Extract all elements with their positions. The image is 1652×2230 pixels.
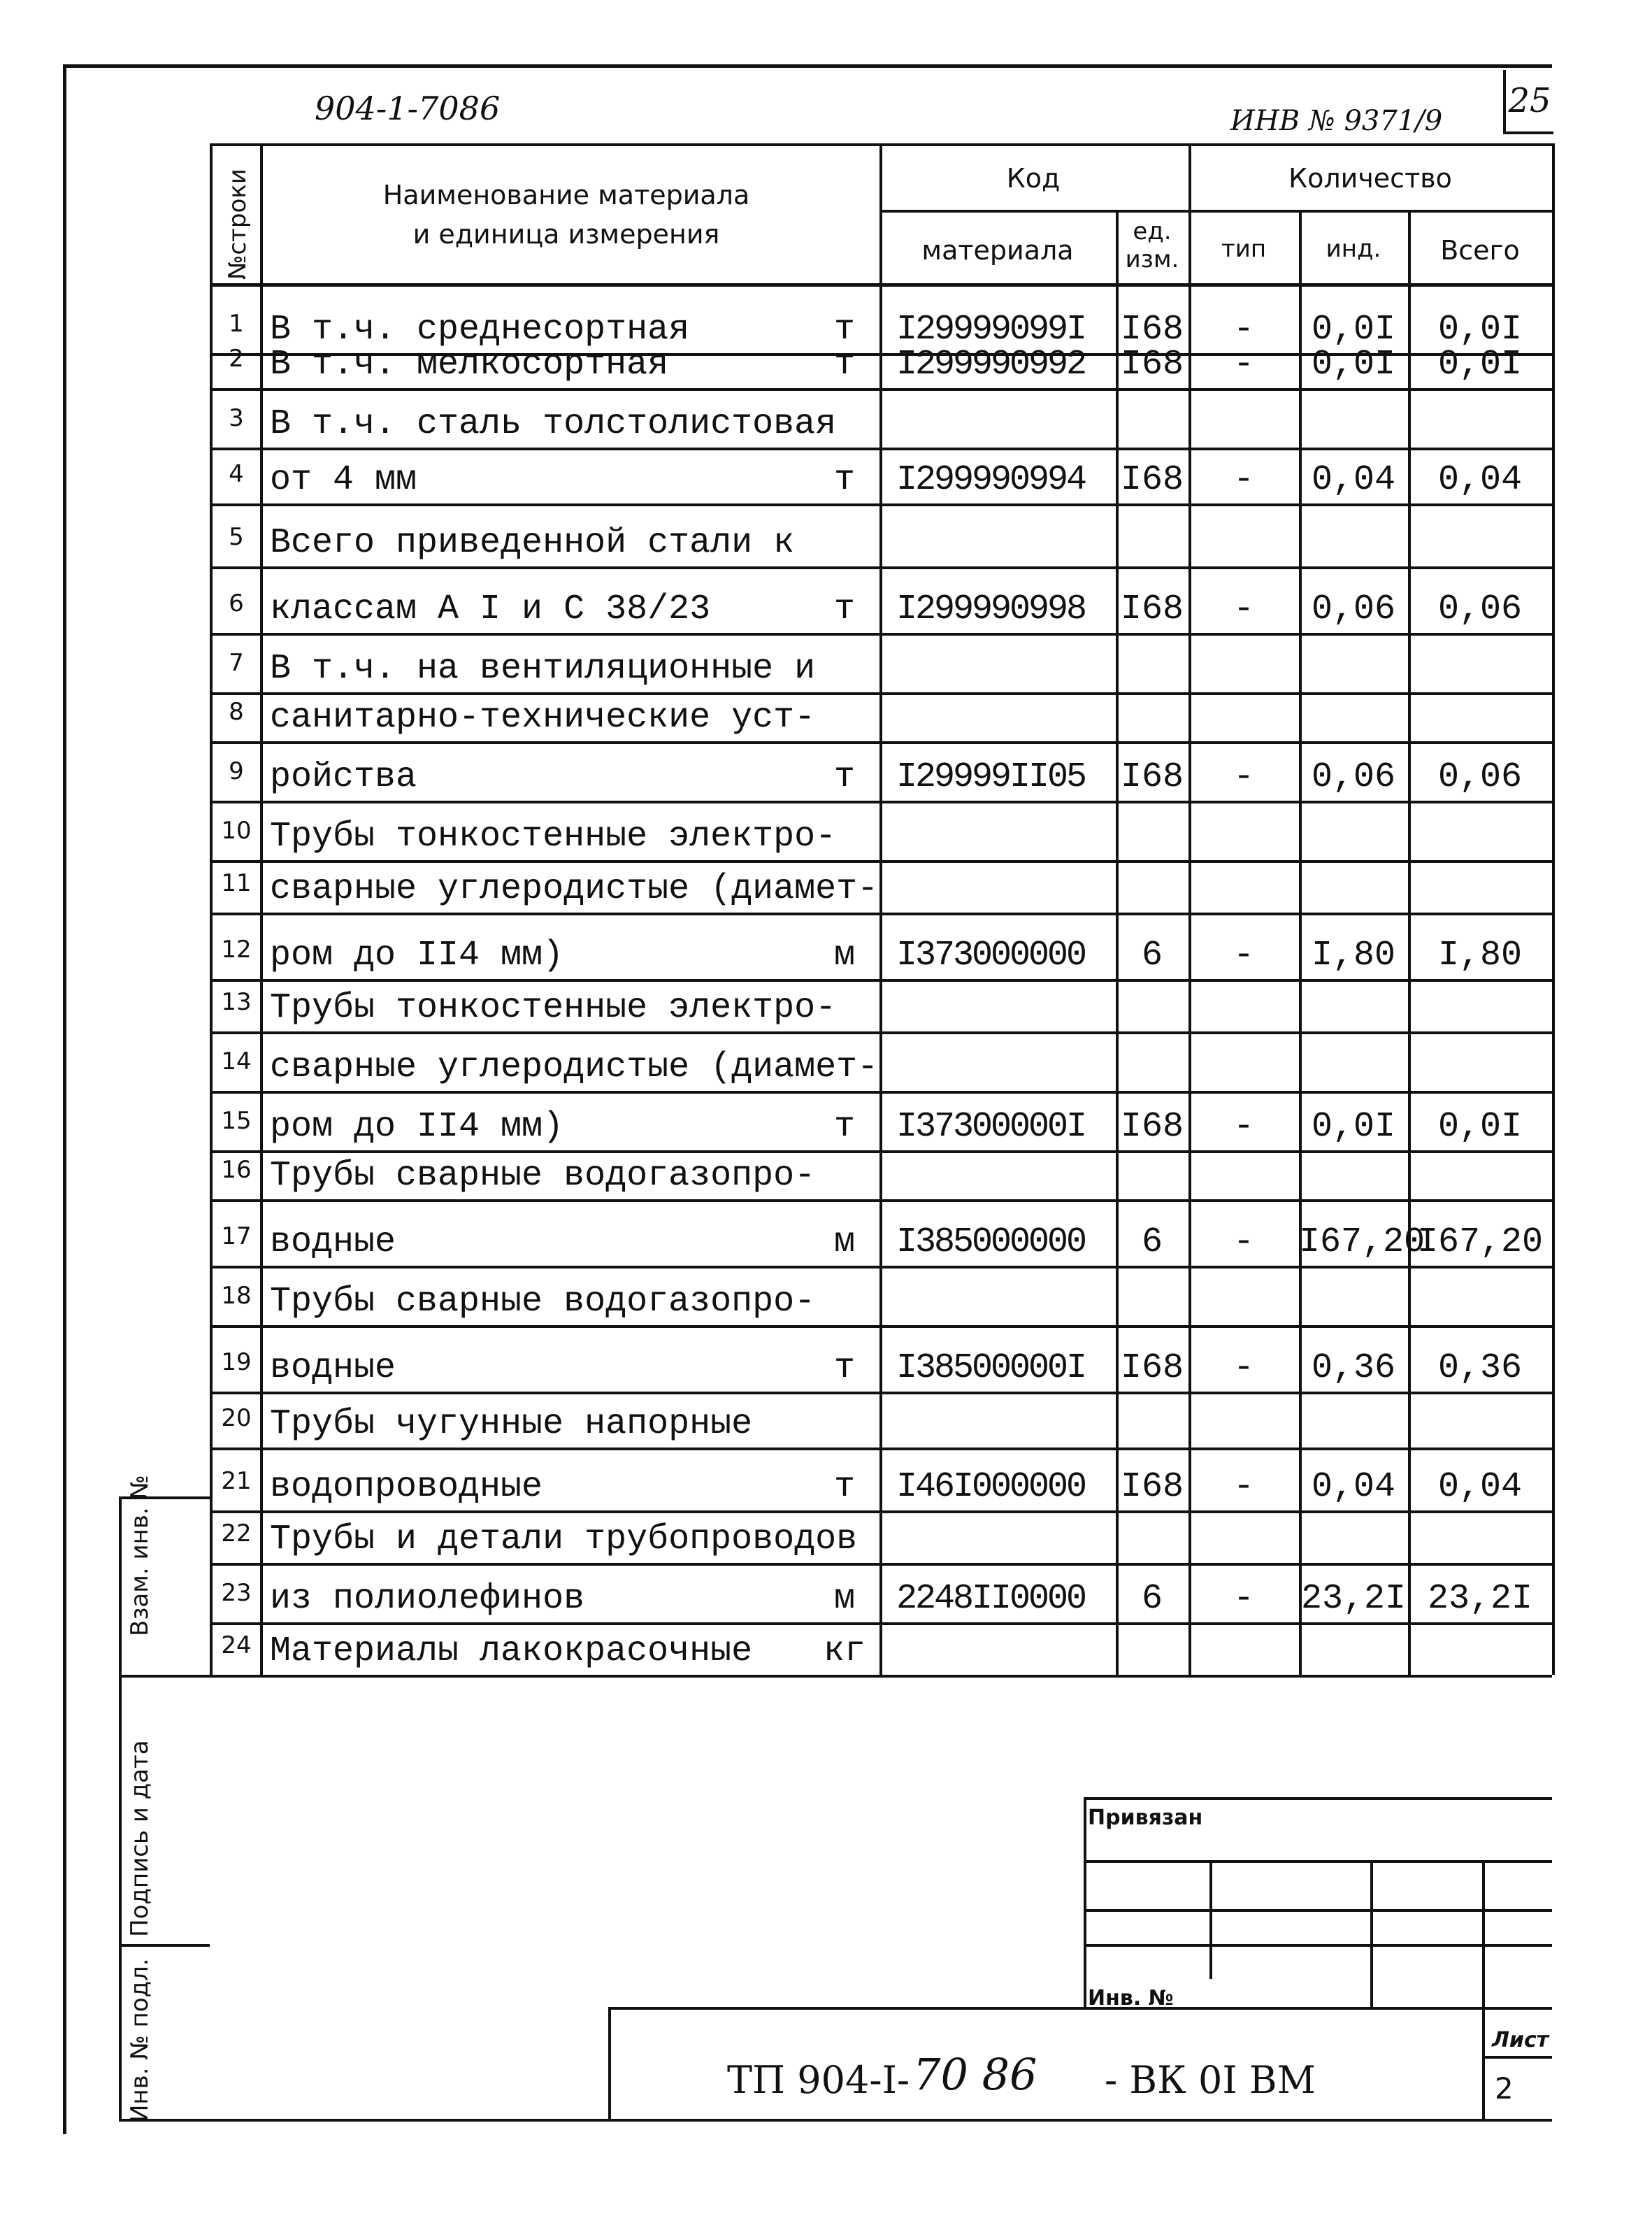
row-material-code: I46I000000 <box>896 1467 1086 1507</box>
row-total-qty: I,80 <box>1437 936 1523 975</box>
row-total-qty: 0,04 <box>1437 460 1523 500</box>
row-number: 2 <box>229 345 244 373</box>
row-number: 12 <box>221 936 252 964</box>
stamp-designation-hand: 70 86 <box>913 2049 1037 2100</box>
row-ind-qty: 0,06 <box>1311 757 1396 797</box>
row-number: 11 <box>221 869 252 897</box>
row-unit-code: I68 <box>1120 310 1184 350</box>
binding-strip-rule <box>119 1675 210 1678</box>
side-label-podpis: Подпись и дата <box>126 1740 154 1937</box>
column-rule <box>210 143 213 1675</box>
row-total-qty: 0,06 <box>1437 589 1523 629</box>
row-name: ром до II4 мм) <box>270 1107 564 1147</box>
col-code-material-header: материала <box>921 235 1074 266</box>
row-number: 23 <box>221 1579 252 1607</box>
row-name: Трубы тонкостенные электро- <box>270 817 837 857</box>
row-ind-qty: I67,20 <box>1299 1222 1425 1262</box>
stamp-rule <box>1370 1860 1373 2007</box>
row-ind-qty: I,80 <box>1311 936 1396 975</box>
inventory-number: ИНВ № 9371/9 <box>1230 105 1443 137</box>
row-type: - <box>1233 757 1254 797</box>
row-type: - <box>1233 936 1254 975</box>
col-quantity-group-header: Количество <box>1288 163 1452 194</box>
stamp-rule <box>1482 1860 1485 2119</box>
stamp-rule <box>1209 1860 1212 1979</box>
row-name: Трубы сварные водогазопро- <box>270 1282 816 1322</box>
row-unit-code: I68 <box>1120 589 1184 629</box>
page-number: 25 <box>1503 70 1553 134</box>
row-type: - <box>1233 310 1254 350</box>
row-ind-qty: 0,06 <box>1311 589 1396 629</box>
col-ind-header: инд. <box>1326 235 1381 263</box>
row-number: 1 <box>229 310 244 338</box>
side-label-inv-podl: Инв. № подл. <box>126 1958 154 2122</box>
stamp-privyazan: Привязан <box>1088 1806 1203 1830</box>
row-unit: т <box>833 1348 855 1388</box>
row-total-qty: 0,0I <box>1437 310 1523 350</box>
row-total-qty: 0,0I <box>1437 1107 1523 1147</box>
row-unit: т <box>833 589 855 629</box>
column-rule <box>1552 143 1555 1675</box>
row-number: 15 <box>221 1107 252 1135</box>
row-number: 6 <box>229 589 244 617</box>
stamp-rule <box>608 2007 1552 2010</box>
bottom-rule <box>119 2119 1552 2122</box>
row-name: от 4 мм <box>270 460 417 500</box>
row-unit-code: 6 <box>1141 1579 1163 1619</box>
row-unit-code: I68 <box>1120 1107 1184 1147</box>
col-unit-header-2: изм. <box>1125 245 1179 273</box>
row-material-code: I385000000 <box>896 1222 1086 1262</box>
row-unit: т <box>833 757 855 797</box>
row-unit: т <box>833 1467 855 1507</box>
row-number: 14 <box>221 1048 252 1075</box>
row-number: 3 <box>229 404 244 432</box>
row-name: Трубы и детали трубопроводов <box>270 1520 858 1559</box>
row-type: - <box>1233 345 1254 385</box>
stamp-rule <box>608 2007 611 2119</box>
row-type: - <box>1233 1222 1254 1262</box>
row-type: - <box>1233 460 1254 500</box>
column-rule <box>260 143 263 1675</box>
col-total-header: Всего <box>1440 235 1520 266</box>
row-material-code: I373000000 <box>896 936 1086 975</box>
row-number: 10 <box>221 817 252 845</box>
row-name: Трубы тонкостенные электро- <box>270 988 837 1028</box>
row-ind-qty: 0,36 <box>1311 1348 1396 1388</box>
row-name: В т.ч. сталь толстолистовая <box>270 404 837 444</box>
row-material-code: I37300000I <box>896 1107 1086 1147</box>
row-number: 7 <box>229 649 244 677</box>
row-type: - <box>1233 1348 1254 1388</box>
stamp-sheet-number: 2 <box>1495 2071 1514 2106</box>
row-total-qty: I67,20 <box>1416 1222 1544 1262</box>
row-ind-qty: 0,0I <box>1311 1107 1396 1147</box>
stamp-sheet-label: Лист <box>1492 2028 1549 2052</box>
col-type-header: тип <box>1221 235 1267 263</box>
row-unit: м <box>833 1222 855 1262</box>
row-unit: т <box>833 345 855 385</box>
col-unit-header-1: ед. <box>1133 217 1172 245</box>
row-unit: кг <box>823 1631 865 1671</box>
row-unit-code: 6 <box>1141 1222 1163 1262</box>
row-number: 20 <box>221 1404 252 1432</box>
row-ind-qty: 0,0I <box>1311 345 1396 385</box>
row-number: 13 <box>221 988 252 1016</box>
row-material-code: I299990992 <box>896 345 1086 385</box>
row-type: - <box>1233 1107 1254 1147</box>
doc-code: 904-1-7086 <box>315 90 501 127</box>
header-mid-rule <box>879 210 1552 213</box>
binding-strip-rule <box>119 1944 210 1947</box>
stamp-designation-suffix: - ВК 0I ВМ <box>1105 2058 1316 2102</box>
col-row-number-header: №строки <box>224 169 252 280</box>
row-ind-qty: 0,04 <box>1311 1467 1396 1507</box>
row-number: 9 <box>229 757 244 785</box>
row-number: 16 <box>221 1156 252 1184</box>
row-type: - <box>1233 589 1254 629</box>
row-name: Трубы чугунные напорные <box>270 1404 753 1444</box>
row-name: В т.ч. мелкосортная <box>270 345 669 385</box>
row-name: сварные углеродистые (диамет- <box>270 869 879 909</box>
row-name: классам А I и С 38/23 <box>270 589 711 629</box>
row-ind-qty: 0,04 <box>1311 460 1396 500</box>
row-unit: т <box>833 460 855 500</box>
row-name: сварные углеродистые (диамет- <box>270 1048 879 1087</box>
row-unit-code: I68 <box>1120 1467 1184 1507</box>
row-unit-code: I68 <box>1120 757 1184 797</box>
row-unit: т <box>833 1107 855 1147</box>
row-name: ром до II4 мм) <box>270 936 564 975</box>
row-unit-code: I68 <box>1120 1348 1184 1388</box>
row-name: санитарно-технические уст- <box>270 698 816 738</box>
row-name: ройства <box>270 757 417 797</box>
row-name: из полиолефинов <box>270 1579 585 1619</box>
row-total-qty: 0,36 <box>1437 1348 1523 1388</box>
row-number: 18 <box>221 1282 252 1310</box>
row-material-code: I29999099I <box>896 310 1086 350</box>
row-unit: м <box>833 1579 855 1619</box>
stamp-rule <box>1084 1797 1086 2007</box>
row-material-code: I299990998 <box>896 589 1086 629</box>
col-name-header-line2: и единица измерения <box>412 219 720 250</box>
row-material-code: I299990994 <box>896 460 1086 500</box>
row-number: 17 <box>221 1222 252 1250</box>
row-ind-qty: 23,2I <box>1300 1579 1407 1619</box>
stamp-rule <box>1482 2056 1552 2059</box>
stamp-designation-prefix: ТП 904-I- <box>727 2058 910 2102</box>
row-number: 5 <box>229 523 244 551</box>
row-number: 24 <box>221 1631 252 1659</box>
row-total-qty: 0,04 <box>1437 1467 1523 1507</box>
stamp-inv-no: Инв. № <box>1088 1986 1174 2010</box>
row-number: 8 <box>229 698 244 726</box>
row-total-qty: 0,0I <box>1437 345 1523 385</box>
row-number: 19 <box>221 1348 252 1376</box>
row-name: водные <box>270 1222 396 1262</box>
row-name: Материалы лакокрасочные <box>270 1631 753 1671</box>
row-number: 22 <box>221 1520 252 1548</box>
binding-strip-rule <box>119 1496 122 2119</box>
row-ind-qty: 0,0I <box>1311 310 1396 350</box>
row-unit: т <box>833 310 855 350</box>
row-number: 21 <box>221 1467 252 1495</box>
row-material-code: I38500000I <box>896 1348 1086 1388</box>
col-name-header-line1: Наименование материала <box>382 180 750 210</box>
row-name: Трубы сварные водогазопро- <box>270 1156 816 1196</box>
row-name: водные <box>270 1348 396 1388</box>
side-label-vzam: Взам. инв. № <box>126 1475 154 1636</box>
row-material-code: 2248II0000 <box>896 1579 1086 1619</box>
row-type: - <box>1233 1579 1254 1619</box>
row-name: В т.ч. среднесортная <box>270 310 690 350</box>
row-rule <box>210 1675 1552 1678</box>
row-total-qty: 23,2I <box>1427 1579 1533 1619</box>
row-name: водопроводные <box>270 1467 543 1507</box>
row-material-code: I29999II05 <box>896 757 1086 797</box>
row-number: 4 <box>229 460 244 488</box>
row-name: В т.ч. на вентиляционные и <box>270 649 816 689</box>
col-code-group-header: Код <box>1006 163 1061 194</box>
stamp-rule <box>1084 1797 1552 1800</box>
row-unit-code: I68 <box>1120 460 1184 500</box>
row-name: Всего приведенной стали к <box>270 523 795 563</box>
row-total-qty: 0,06 <box>1437 757 1523 797</box>
row-unit-code: I68 <box>1120 345 1184 385</box>
row-unit-code: 6 <box>1141 936 1163 975</box>
row-unit: м <box>833 936 855 975</box>
row-type: - <box>1233 1467 1254 1507</box>
